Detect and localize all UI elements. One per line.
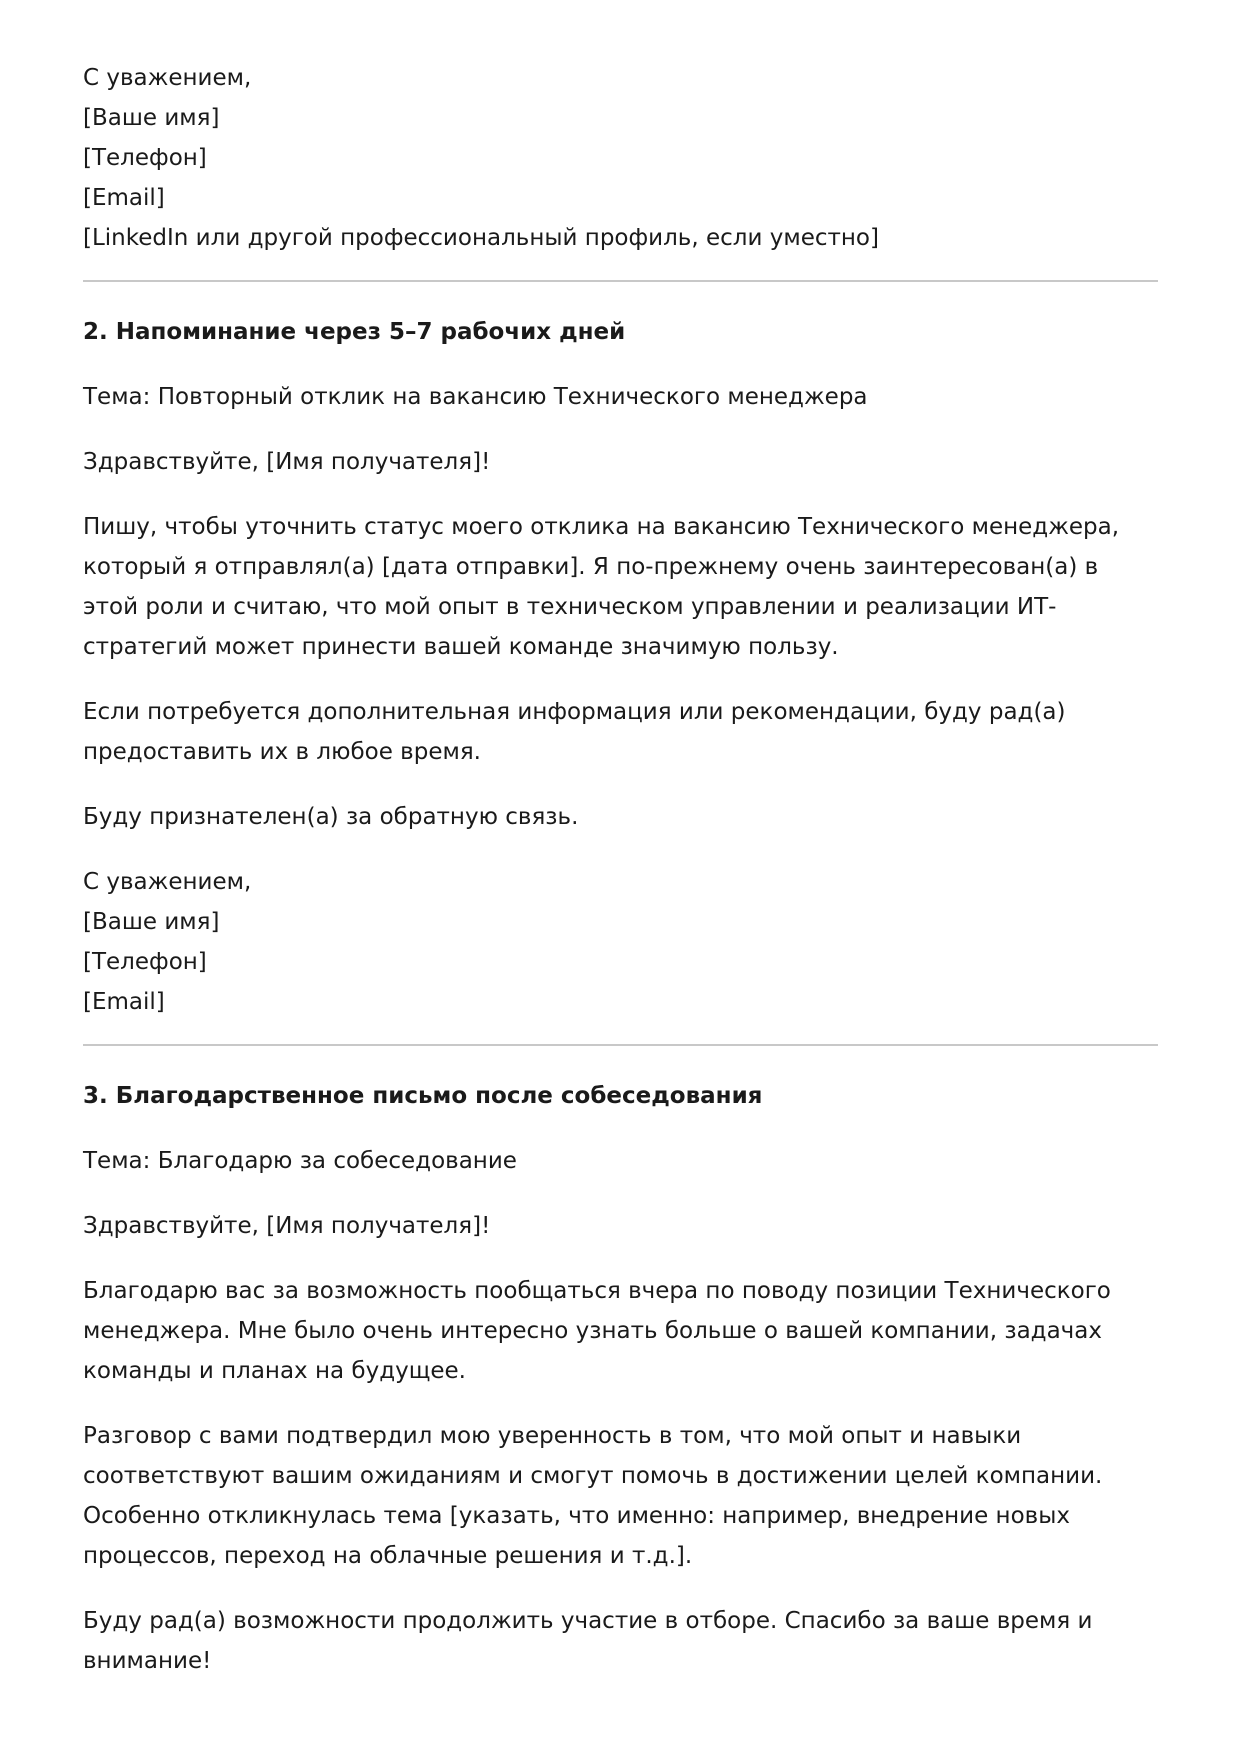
email-paragraph: Разговор с вами подтвердил мою уверенность в том, что мой опыт и навыки соответствуют вашим ожиданиям и смогут помочь в достижении целей компании. Особенно откликнулась тема [указать, что именно: например, внедрение новых процессов, переход на облачные решения и т.д.]. (83, 1423, 1103, 1569)
signature-profile: [LinkedIn или другой профессиональный профиль, если уместно] (83, 225, 879, 251)
signature-phone: [Телефон] (83, 949, 207, 975)
email-paragraph: Пишу, чтобы уточнить статус моего отклика на вакансию Технического менеджера, который я отправлял(а) [дата отправки]. Я по-прежнему очень заинтересован(а) в этой роли и считаю, что мой опыт в техническом управлении и реализации ИТ-стратегий может принести вашей команде значимую пользу. (83, 514, 1120, 660)
email-paragraph: Благодарю вас за возможность пообщаться вчера по поводу позиции Технического менеджера. Мне было очень интересно узнать больше о вашей компании, задачах команды и планах на будущее. (83, 1278, 1111, 1384)
signature-email: [Email] (83, 989, 165, 1015)
signature-closing: С уважением, (83, 65, 252, 91)
section-title: 2. Напоминание через 5–7 рабочих дней (83, 319, 626, 345)
signature-name: [Ваше имя] (83, 909, 220, 935)
section-title: 3. Благодарственное письмо после собеседования (83, 1083, 763, 1109)
document-page (83, 58, 1158, 1681)
section-reminder (83, 312, 1158, 1022)
email-paragraph: Буду рад(а) возможности продолжить участие в отборе. Спасибо за ваше время и внимание! (83, 1608, 1093, 1674)
signature-phone: [Телефон] (83, 145, 207, 171)
email-subject: Тема: Благодарю за собеседование (83, 1148, 517, 1174)
section-thank-you (83, 1076, 1158, 1681)
section-divider (83, 280, 1158, 282)
email-paragraph: Буду признателен(а) за обратную связь. (83, 804, 579, 830)
signature-email: [Email] (83, 185, 165, 211)
section-divider (83, 1044, 1158, 1046)
email-subject: Тема: Повторный отклик на вакансию Технического менеджера (83, 384, 868, 410)
signature-closing: С уважением, (83, 869, 252, 895)
signature-name: [Ваше имя] (83, 105, 220, 131)
email-signature (83, 862, 1158, 1022)
email-paragraph: Если потребуется дополнительная информация или рекомендации, буду рад(а) предоставить их в любое время. (83, 699, 1066, 765)
top-signature (83, 58, 1158, 258)
email-greeting: Здравствуйте, [Имя получателя]! (83, 1213, 491, 1239)
email-greeting: Здравствуйте, [Имя получателя]! (83, 449, 491, 475)
